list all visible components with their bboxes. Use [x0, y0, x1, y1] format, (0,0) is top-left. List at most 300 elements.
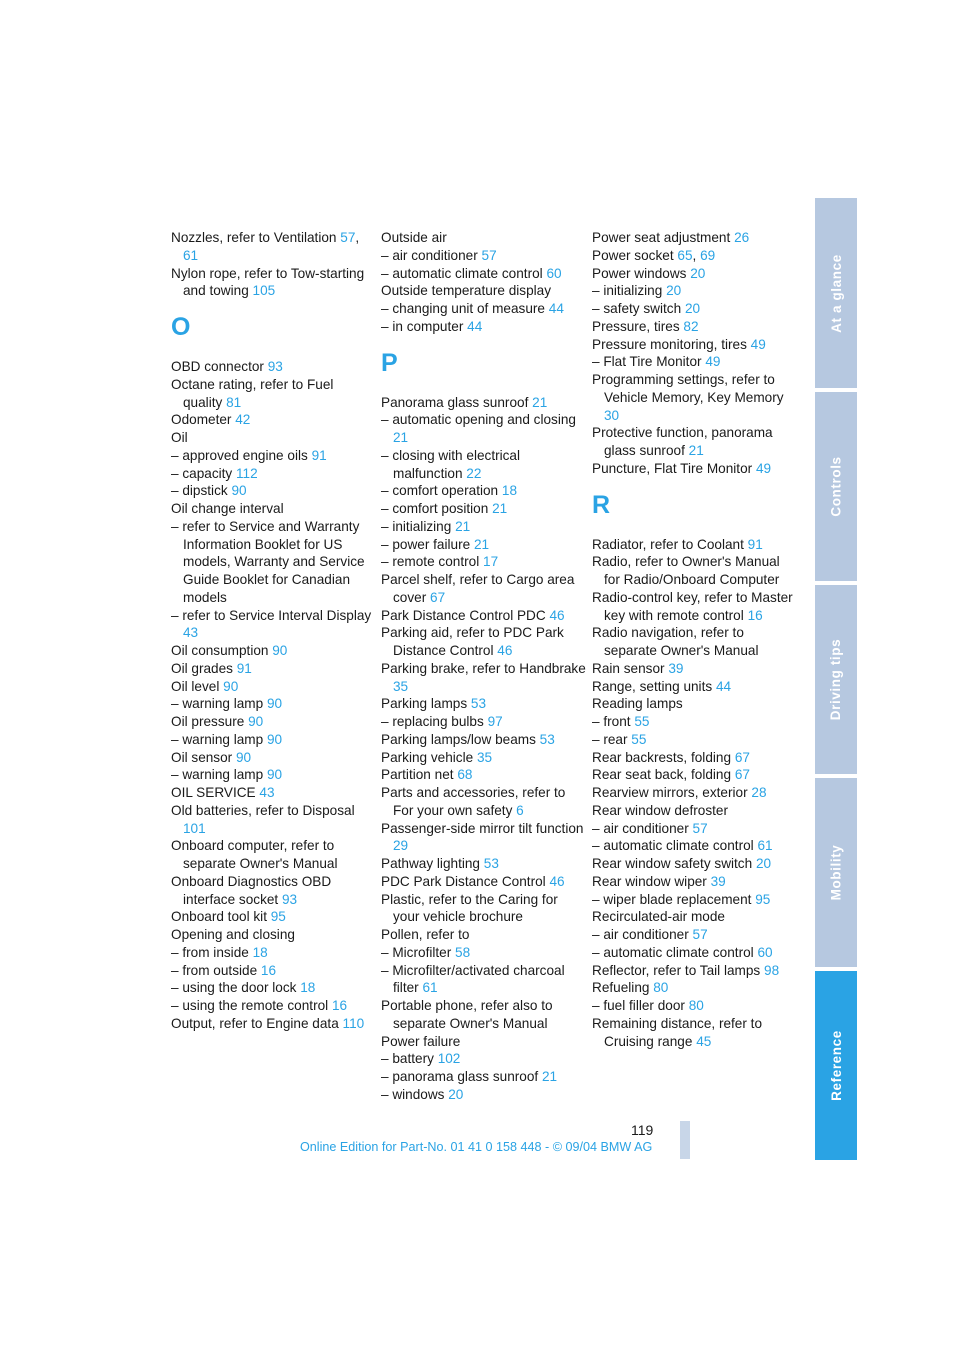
index-entry [171, 802, 376, 838]
index-column-2 [381, 229, 586, 1104]
page-reference-link[interactable]: 21 [492, 501, 508, 516]
page-reference-link[interactable]: 22 [466, 465, 482, 481]
index-entry-text: Parking brake, refer to Handbrake [381, 660, 586, 676]
index-entry-text: Radio navigation, refer to separate Owner's Manual [592, 625, 759, 658]
index-entry-text: Pressure monitoring, tires [592, 336, 747, 352]
page-reference-link[interactable]: 18 [252, 944, 268, 960]
page-reference-link[interactable]: 60 [546, 265, 562, 281]
page-reference-link[interactable]: 91 [311, 447, 327, 463]
index-entry [592, 891, 797, 909]
index-entry [592, 820, 797, 838]
page-reference-link[interactable]: 93 [281, 891, 298, 907]
page-reference-link[interactable]: 53 [470, 696, 487, 712]
index-entry [171, 731, 376, 749]
page-reference-link[interactable]: 90 [272, 643, 288, 658]
index-entry [381, 411, 586, 447]
index-entry-text: Plastic, refer to the Caring for your vehicle brochure [381, 891, 558, 925]
index-entry [592, 460, 797, 478]
page-reference-link[interactable]: 20 [666, 283, 682, 299]
index-entry [592, 873, 797, 891]
index-entry [381, 1068, 586, 1086]
index-entry-text: Rear window wiper [592, 873, 707, 889]
index-entry-text: – Microfilter/activated charcoal filter [381, 962, 565, 996]
index-entry-text: Reflector, refer to Tail lamps [592, 962, 761, 978]
index-entry-text: Octane rating, refer to Fuel quality [171, 376, 334, 410]
index-entry-text: Onboard computer, refer to separate Owner's Manual [171, 838, 338, 871]
index-entry-text: Oil grades [171, 660, 233, 676]
index-entry [592, 318, 797, 336]
index-entry [381, 571, 586, 607]
page-reference-link[interactable]: 97 [487, 714, 503, 729]
index-entry [381, 247, 586, 265]
index-entry [381, 1033, 586, 1051]
index-entry-text: Oil pressure [171, 714, 245, 729]
index-entry [381, 926, 586, 944]
index-entry [381, 624, 586, 660]
index-entry-text: – in computer [381, 318, 464, 334]
index-entry [592, 749, 797, 767]
index-entry [592, 353, 797, 371]
index-entry [171, 749, 376, 767]
index-entry [171, 429, 376, 447]
page-reference-link[interactable]: 90 [248, 714, 264, 729]
index-entry-text: PDC Park Distance Control [381, 873, 546, 889]
index-entry-text: – warning lamp [171, 767, 264, 783]
page-reference-link[interactable]: 55 [634, 714, 650, 729]
index-entry-text: Opening and closing [171, 927, 295, 942]
page-reference-link[interactable]: 53 [483, 856, 499, 871]
index-entry [381, 265, 586, 283]
index-entry [592, 282, 797, 300]
index-entry-text: Oil level [171, 678, 220, 694]
index-entry [381, 820, 586, 856]
index-entry [381, 784, 586, 820]
page-reference-link[interactable]: 21 [541, 1069, 558, 1084]
index-entry-text: – warning lamp [171, 696, 264, 712]
index-entry-text: – warning lamp [171, 731, 264, 747]
page-reference-link[interactable]: 21 [688, 443, 704, 458]
index-entry [381, 318, 586, 336]
page-reference-link[interactable]: 61 [183, 247, 199, 263]
index-entry-text: Nozzles, refer to Ventilation [171, 230, 337, 245]
section-tab-at-a-glance[interactable] [815, 198, 857, 388]
index-entry-text: – changing unit of measure [381, 301, 545, 316]
index-entry [171, 873, 376, 909]
index-entry [592, 553, 797, 589]
footer-text: Online Edition for Part-No. 01 41 0 158 448 - © 09/04 BMW AG [300, 1140, 653, 1154]
index-entry [592, 837, 797, 855]
page-reference-link[interactable]: 46 [497, 643, 513, 658]
page-reference-link[interactable]: 57 [692, 927, 708, 942]
page-reference-link[interactable]: 112 [236, 465, 258, 481]
index-entry [171, 660, 376, 678]
index-entry-text: OIL SERVICE [171, 785, 256, 800]
index-entry [171, 678, 376, 696]
index-entry [381, 713, 586, 731]
index-entry-text: OBD connector [171, 359, 264, 374]
page-number-bar [680, 1121, 690, 1159]
index-entry [592, 371, 797, 424]
index-entry-text: – battery [381, 1051, 434, 1067]
page-reference-link[interactable]: 18 [501, 483, 518, 499]
index-entry [171, 926, 376, 944]
index-entry-text: – automatic climate control [592, 838, 754, 854]
index-entry-text: – from inside [171, 944, 249, 960]
index-entry-text: – refer to Service and Warranty Information Booklet for US models, Warranty and Service Guide Booklet for Canadian models [171, 518, 365, 605]
page-reference-link[interactable]: 80 [688, 998, 704, 1013]
section-tab-mobility[interactable] [815, 778, 857, 967]
index-entry [381, 731, 586, 749]
index-entry [592, 300, 797, 318]
page-reference-link[interactable]: 20 [448, 1086, 464, 1102]
page-reference-link[interactable]: 67 [734, 749, 750, 765]
page-number: 119 [631, 1122, 654, 1138]
index-entry-text: Rain sensor [592, 660, 665, 676]
index-entry-text: – approved engine oils [171, 447, 308, 463]
page-reference-link[interactable]: 95 [755, 891, 771, 907]
page-reference-link[interactable]: 90 [266, 767, 283, 783]
index-entry-text: Parking vehicle [381, 749, 474, 765]
index-entry [381, 997, 586, 1033]
index-entry-text: – air conditioner [381, 247, 478, 263]
page-reference-link[interactable]: 6 [516, 802, 524, 818]
index-entry-text: Parts and accessories, refer to For your own safety [381, 785, 566, 818]
index-entry [171, 1015, 376, 1033]
page-reference-link[interactable]: 61 [757, 838, 773, 854]
index-entry [171, 265, 376, 301]
index-entry [381, 1086, 586, 1104]
index-entry [171, 944, 376, 962]
index-entry [171, 979, 376, 997]
index-entry-text: Remaining distance, refer to Cruising range [592, 1015, 763, 1049]
index-entry [171, 482, 376, 500]
index-entry [592, 336, 797, 354]
section-tab-driving-tips[interactable] [815, 585, 857, 774]
page-reference-link[interactable]: 102 [437, 1051, 461, 1067]
index-entry [171, 642, 376, 660]
section-tabs [815, 198, 857, 1160]
index-entry [592, 855, 797, 873]
index-entry [592, 660, 797, 678]
index-entry [171, 997, 376, 1015]
page-reference-link[interactable]: 49 [750, 336, 766, 352]
index-column-3 [592, 229, 797, 1050]
page-reference-link[interactable]: 82 [683, 318, 699, 334]
index-entry-text: Oil consumption [171, 643, 269, 658]
page-reference-link[interactable]: 90 [223, 678, 239, 694]
index-entry [381, 855, 586, 873]
index-entry [171, 837, 376, 873]
page-reference-link[interactable]: 68 [457, 767, 473, 783]
page-reference-link[interactable]: 29 [393, 838, 409, 854]
page-reference-link[interactable]: 16 [331, 998, 348, 1013]
page-reference-link[interactable]: 58 [455, 944, 471, 960]
index-entry-text: Protective function, panorama glass sunroof [592, 425, 773, 458]
page-reference-link[interactable]: 44 [548, 301, 564, 316]
index-entry-text: Panorama glass sunroof [381, 394, 529, 410]
index-entry [171, 411, 376, 429]
index-entry [171, 500, 376, 518]
index-entry [592, 766, 797, 784]
index-entry-text: – wiper blade replacement [592, 891, 752, 907]
page-reference-link[interactable]: 65 [677, 247, 693, 263]
index-entry [592, 731, 797, 749]
index-entry [592, 624, 797, 660]
index-entry-text: – initializing [381, 518, 452, 534]
index-entry [592, 678, 797, 696]
page-reference-link[interactable]: 35 [393, 678, 409, 694]
page-reference-link[interactable]: 20 [755, 856, 772, 871]
index-entry [381, 553, 586, 571]
index-entry-text: Puncture, Flat Tire Monitor [592, 460, 753, 476]
page-reference-link[interactable]: 26 [734, 230, 750, 245]
page-reference-link[interactable]: 57 [481, 247, 497, 263]
page-reference-link[interactable]: 17 [483, 554, 499, 570]
index-entry-text: Power seat adjustment [592, 230, 731, 245]
index-entry-text: Passenger-side mirror tilt function [381, 820, 584, 836]
page-reference-link[interactable]: 39 [710, 873, 726, 889]
index-entry-text: Outside temperature display [381, 283, 552, 299]
index-entry-text: – automatic climate control [381, 265, 543, 281]
index-entry-text: – front [592, 714, 631, 729]
page-reference-link[interactable]: 80 [653, 980, 669, 996]
page-reference-link[interactable]: 61 [422, 980, 438, 996]
page-reference-link[interactable]: 91 [236, 660, 252, 676]
page-reference-link[interactable]: 55 [631, 731, 647, 747]
index-entry-text: – Flat Tire Monitor [592, 354, 702, 370]
page-reference-link[interactable]: 45 [696, 1033, 712, 1049]
section-tab-label: Controls [828, 456, 844, 517]
page-reference-link[interactable]: 21 [455, 518, 471, 534]
index-entry [592, 979, 797, 997]
index-entry [381, 749, 586, 767]
index-entry-text: Power windows [592, 265, 687, 281]
index-entry [171, 962, 376, 980]
index-entry-text: – rear [592, 731, 628, 747]
index-entry [592, 536, 797, 554]
index-entry-text: Parking aid, refer to PDC Park Distance Control [381, 625, 564, 658]
index-entry [592, 908, 797, 926]
index-entry-text: Refueling [592, 980, 650, 996]
index-entry-text: Rear window defroster [592, 802, 728, 818]
section-tab-label: At a glance [828, 253, 844, 333]
index-entry-text: Power failure [381, 1033, 461, 1049]
page-reference-link[interactable]: 30 [604, 407, 620, 423]
page-reference-link[interactable]: 91 [747, 536, 763, 552]
page-reference-link[interactable]: 67 [734, 767, 750, 783]
index-entry-text: Oil [171, 430, 188, 445]
index-entry-text: – using the door lock [171, 980, 297, 996]
page-reference-link[interactable]: 20 [690, 265, 706, 281]
page-reference-link[interactable]: 49 [755, 460, 772, 476]
index-entry [592, 926, 797, 944]
page-reference-link[interactable]: 46 [549, 607, 565, 623]
index-entry-text: – Microfilter [381, 944, 452, 960]
index-entry-text: Oil change interval [171, 501, 284, 516]
index-entry [381, 447, 586, 483]
page-reference-link[interactable]: 21 [393, 430, 409, 445]
page-reference-link[interactable]: 57 [692, 820, 708, 836]
index-entry-text: – closing with electrical malfunction [381, 447, 521, 481]
index-entry-text: Old batteries, refer to Disposal [171, 802, 355, 818]
index-entry: Nozzles, refer to Ventilation 57, 61 [171, 230, 360, 263]
index-letter-heading: R [592, 490, 611, 519]
index-entry [171, 713, 376, 731]
page-reference-link[interactable]: 90 [266, 696, 283, 712]
index-entry-text: Pressure, tires [592, 318, 680, 334]
page-reference-link[interactable]: 35 [476, 749, 493, 765]
index-entry-text: Rear backrests, folding [592, 749, 732, 765]
index-entry-text: Onboard Diagnostics OBD interface socket [171, 873, 332, 907]
index-entry-text: Park Distance Control PDC [381, 607, 546, 623]
index-entry [171, 908, 376, 926]
index-column-1 [171, 229, 376, 1033]
index-entry [381, 482, 586, 500]
index-entry-text: Onboard tool kit [171, 909, 267, 925]
index-entry [171, 358, 376, 376]
page-reference-link[interactable]: 110 [342, 1015, 365, 1031]
page-reference-link[interactable]: 95 [270, 909, 286, 925]
index-entry [381, 518, 586, 536]
index-entry-text: – air conditioner [592, 927, 689, 942]
index-entry-text: – fuel filler door [592, 998, 685, 1013]
index-entry [592, 784, 797, 802]
index-entry-text: Radio, refer to Owner's Manual for Radio/Onboard Computer [592, 554, 780, 587]
page-reference-link[interactable]: 60 [757, 944, 773, 960]
index-entry-text: Programming settings, refer to Vehicle Memory, Key Memory [592, 372, 784, 405]
index-entry-text: – remote control [381, 554, 480, 570]
index-entry-text: Nylon rope, refer to Tow-starting and towing [171, 265, 365, 299]
index-entry-text: Reading lamps [592, 696, 683, 712]
page-reference-link[interactable]: 53 [539, 731, 555, 747]
index-entry [171, 465, 376, 483]
index-entry [381, 766, 586, 784]
index-entry-text: Portable phone, refer also to separate Owner's Manual [381, 998, 553, 1031]
index-entry-text: – using the remote control [171, 998, 329, 1013]
page-reference-link[interactable]: 57 [340, 230, 356, 245]
page-reference-link[interactable]: 46 [549, 873, 565, 889]
section-tab-label: Driving tips [828, 638, 844, 721]
page-reference-link[interactable]: 90 [266, 731, 283, 747]
index-entry [592, 695, 797, 713]
page-reference-link[interactable]: 49 [705, 354, 721, 370]
page-reference-link[interactable]: 90 [231, 483, 247, 499]
page-reference-link[interactable]: 20 [684, 301, 701, 316]
index-entry-text: – comfort position [381, 501, 489, 516]
index-entry-text: – initializing [592, 283, 663, 299]
page-reference-link[interactable]: 101 [183, 820, 206, 836]
index-entry-text: – windows [381, 1086, 445, 1102]
page-reference-link[interactable]: 39 [668, 660, 684, 676]
index-entry-text: Parking lamps [381, 696, 468, 712]
index-entry-text: Radio-control key, refer to Master key with remote control [592, 589, 793, 623]
index-entry [171, 607, 376, 643]
section-tab-reference[interactable] [815, 971, 857, 1160]
index-entry-text: Output, refer to Engine data [171, 1015, 339, 1031]
index-entry-text: Pathway lighting [381, 856, 480, 871]
index-entry [171, 447, 376, 465]
index-entry-text: Parcel shelf, refer to Cargo area cover [381, 572, 575, 605]
index-entry-text: – replacing bulbs [381, 714, 484, 729]
page-reference-link[interactable]: 16 [260, 962, 277, 978]
index-entry [381, 536, 586, 554]
index-entry-text: Power socket [592, 247, 674, 263]
page-reference-link[interactable]: 28 [751, 785, 767, 800]
index-letter-heading: O [171, 313, 191, 341]
index-entry [381, 695, 586, 713]
index-entry-text: – comfort operation [381, 483, 499, 499]
section-tab-controls[interactable] [815, 392, 857, 581]
index-entry [592, 589, 797, 625]
index-entry-text: Recirculated-air mode [592, 909, 725, 925]
index-entry [171, 766, 376, 784]
index-entry-text: Radiator, refer to Coolant [592, 536, 744, 552]
index-entry [592, 1015, 797, 1051]
index-letter-heading: P [381, 348, 398, 377]
section-tab-label: Mobility [828, 844, 844, 901]
page-reference-link[interactable]: 43 [259, 785, 275, 800]
index-entry-text: – panorama glass sunroof [381, 1069, 539, 1084]
index-entry-text: Partition net [381, 767, 454, 783]
index-entry [381, 873, 586, 891]
page-reference-link[interactable]: 105 [252, 283, 276, 299]
page-reference-link[interactable]: 44 [715, 678, 732, 694]
index-entry-text: Rear seat back, folding [592, 767, 732, 783]
index-entry [592, 229, 797, 247]
page-reference-link[interactable]: 42 [235, 412, 251, 428]
page-reference-link[interactable]: 81 [226, 394, 242, 410]
index-entry-text: – air conditioner [592, 820, 689, 836]
index-entry [381, 500, 586, 518]
index-entry [381, 944, 586, 962]
page-reference-link[interactable]: 43 [183, 625, 199, 641]
index-entry [592, 944, 797, 962]
index-entry [171, 376, 376, 412]
section-tab-label: Reference [828, 1030, 844, 1101]
page-reference-link[interactable]: 44 [467, 318, 483, 334]
index-entry [381, 394, 586, 412]
index-entry [381, 962, 586, 998]
index-entry [381, 1050, 586, 1068]
index-entry [381, 282, 586, 300]
page-reference-link[interactable]: 21 [473, 536, 490, 552]
page-reference-link[interactable]: 98 [764, 962, 780, 978]
index-entry [381, 891, 586, 927]
index-entry-text: Parking lamps/low beams [381, 731, 536, 747]
index-entry [592, 713, 797, 731]
index-entry [592, 802, 797, 820]
page-reference-link[interactable]: 67 [430, 589, 446, 605]
page-reference-link[interactable]: 93 [267, 359, 283, 374]
index-entry [381, 229, 586, 247]
index-entry-text: – power failure [381, 536, 471, 552]
index-entry: Power socket 65, 69 [592, 247, 716, 263]
index-entry [592, 962, 797, 980]
index-entry-text: Oil sensor [171, 749, 233, 765]
page-reference-link[interactable]: 69 [700, 247, 716, 263]
index-entry-text: – automatic climate control [592, 944, 754, 960]
page-reference-link[interactable]: 18 [300, 980, 316, 996]
index-entry [381, 607, 586, 625]
index-entry [592, 997, 797, 1015]
index-entry-text: Odometer [171, 412, 232, 428]
page-reference-link[interactable]: 21 [532, 394, 548, 410]
page-reference-link[interactable]: 16 [747, 607, 763, 623]
index-entry [592, 424, 797, 460]
index-entry-text: – from outside [171, 962, 258, 978]
page-reference-link[interactable]: 90 [235, 749, 252, 765]
index-entry [171, 784, 376, 802]
